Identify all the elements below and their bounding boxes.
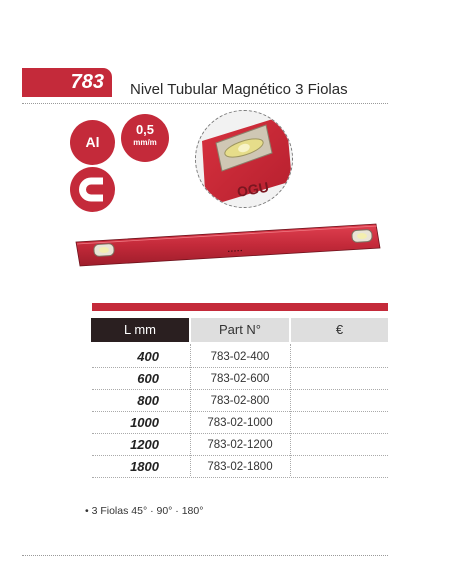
row-length: 800 — [137, 393, 159, 408]
row-part-number: 783-02-1800 — [207, 461, 273, 473]
vial-closeup-image — [196, 111, 292, 207]
row-length: 1000 — [130, 415, 159, 430]
row-length: 600 — [137, 371, 159, 386]
table-top-bar — [92, 303, 388, 311]
precision-unit: mm/m — [133, 138, 157, 147]
row-part-number: 783-02-400 — [210, 351, 270, 363]
table-row — [92, 346, 388, 368]
row-length: 1800 — [130, 459, 159, 474]
row-divider — [92, 477, 388, 478]
product-code-tab — [22, 68, 112, 97]
table-row — [92, 390, 388, 412]
magnet-icon — [70, 167, 115, 212]
row-length: 400 — [137, 349, 159, 364]
product-title: Nivel Tubular Magnético 3 Fiolas — [130, 81, 348, 98]
precision-value: 0,5 — [135, 122, 155, 137]
magnet-badge — [70, 167, 115, 212]
svg-text:OGU: OGU — [235, 178, 270, 200]
table-row — [92, 412, 388, 434]
table-row — [92, 368, 388, 390]
product-code: 783 — [70, 71, 104, 93]
column-header-part: Part N° — [191, 318, 289, 342]
row-part-number: 783-02-600 — [210, 373, 270, 385]
spirit-level-image — [70, 222, 386, 274]
vial-zoom-detail — [195, 110, 293, 208]
vial-footnote: • 3 Fiolas 45° · 90° · 180° — [85, 505, 204, 517]
material-label: Al — [85, 134, 100, 150]
column-header-price: € — [291, 318, 388, 342]
svg-text:• • • • •: • • • • • — [227, 248, 243, 255]
column-header-length: L mm — [91, 318, 189, 342]
table-row — [92, 434, 388, 456]
table-row — [92, 456, 388, 478]
precision-badge — [121, 114, 169, 162]
row-length: 1200 — [130, 437, 159, 452]
row-part-number: 783-02-1200 — [207, 439, 273, 451]
row-part-number: 783-02-1000 — [207, 417, 273, 429]
row-part-number: 783-02-800 — [210, 395, 270, 407]
material-badge — [70, 120, 115, 165]
footer-divider — [22, 555, 388, 556]
title-divider — [22, 103, 388, 104]
